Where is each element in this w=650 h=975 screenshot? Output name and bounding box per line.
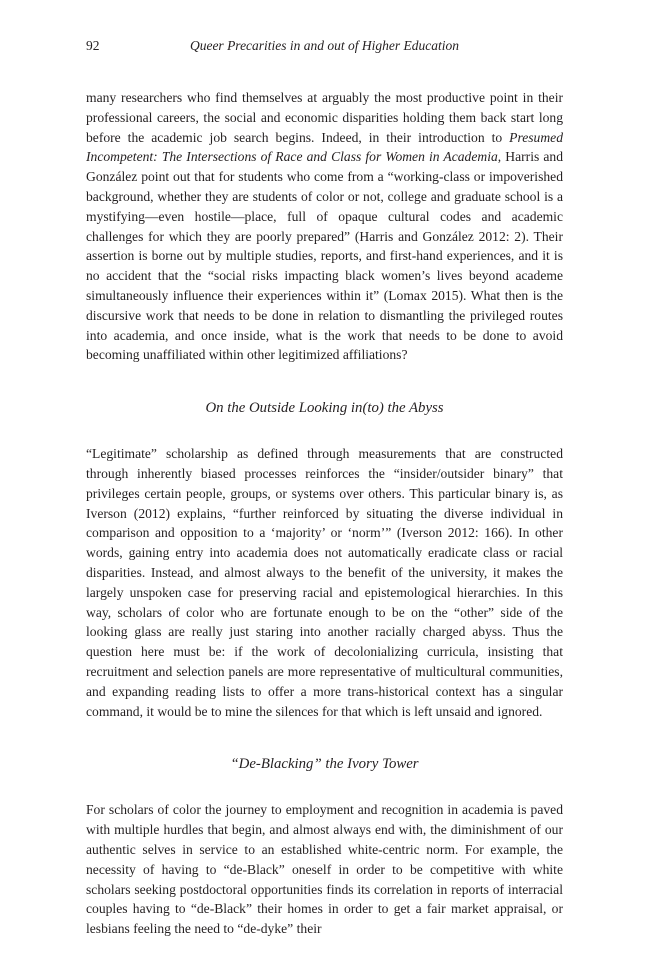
paragraph-text: , Harris and González point out that for students who come from a “working-class or impoverished background, whether they are students of color or not, college and graduate school is a mystifying—even hostile—place, full of opaque cultural codes and academic challenges for which they are poorly prepared” (Harris and González 2012: 2). Their assertion is borne out by multiple studies, reports, and first-hand experiences, and it is no accident that the “social risks impacting black women’s lives beyond academe simultaneously influence their experiences within it” (Lomax 2015). What then is the discursive work that needs to be done in relation to dismantling the privileged routes into academia, and once inside, what is the work that needs to be done to avoid becoming unaffiliated within other legitimized affiliations? bbox=[86, 149, 564, 363]
body-paragraph-3: For scholars of color the journey to employment and recognition in academia is paved with multiple hurdles that begin, and almost always end with, the diminishment of our authentic selves in service to an established white-centric norm. For example, the necessity of having to “de-Black” oneself in order to be competitive with white scholars seeking postdoctoral opportunities finds its correlation in reports of interracial couples having to “de-Black” their homes in order to get a fair market appraisal, or lesbians feeling the need to “de-dyke” their bbox=[86, 802, 563, 937]
page-number: 92 bbox=[86, 38, 100, 53]
book-page bbox=[86, 38, 563, 939]
body-paragraph-2: “Legitimate” scholarship as defined through measurements that are constructed through inherently biased processes reinforces the “insider/outsider binary” that privileges certain people, groups, or systems over others. This particular binary is, as Iverson (2012) explains, “further reinforced by situating the diverse individual in comparison and opposition to a ‘majority’ or ‘norm’” (Iverson 2012: 166). In other words, gaining entry into academia does not automatically eradicate class or racial disparities. Instead, and almost always to the benefit of the university, it makes the largely unspoken case for preserving racial and epistemological hierarchies. In this way, scholars of color who are fortunate enough to be on the “other” side of the looking glass are really just staring into another racially charged abyss. Thus the question here must be: if the work of decolonializing curricula, insisting that recruitment and selection panels are more representative of multicultural communities, and expanding reading lists to offer a more trans-historical context has a singular command, it would be to mine the silences for that which is left unsaid and ignored. bbox=[86, 446, 563, 719]
running-title: Queer Precarities in and out of Higher Education bbox=[189, 38, 460, 53]
section-heading-outside-looking-in: On the Outside Looking in(to) the Abyss bbox=[205, 400, 444, 417]
running-header bbox=[86, 38, 563, 60]
paragraph-text: many researchers who find themselves at arguably the most productive point in their professional careers, the social and economic disparities holding them back start long before the academic job search begins. Indeed, in their introduction to bbox=[86, 90, 563, 145]
section-heading-de-blacking: “De-Blacking” the Ivory Tower bbox=[230, 756, 419, 773]
body-paragraph-1 bbox=[86, 88, 563, 365]
book-title: Presumed Incompetent: The Intersections of Race and Class for Women in Academia bbox=[86, 129, 563, 165]
